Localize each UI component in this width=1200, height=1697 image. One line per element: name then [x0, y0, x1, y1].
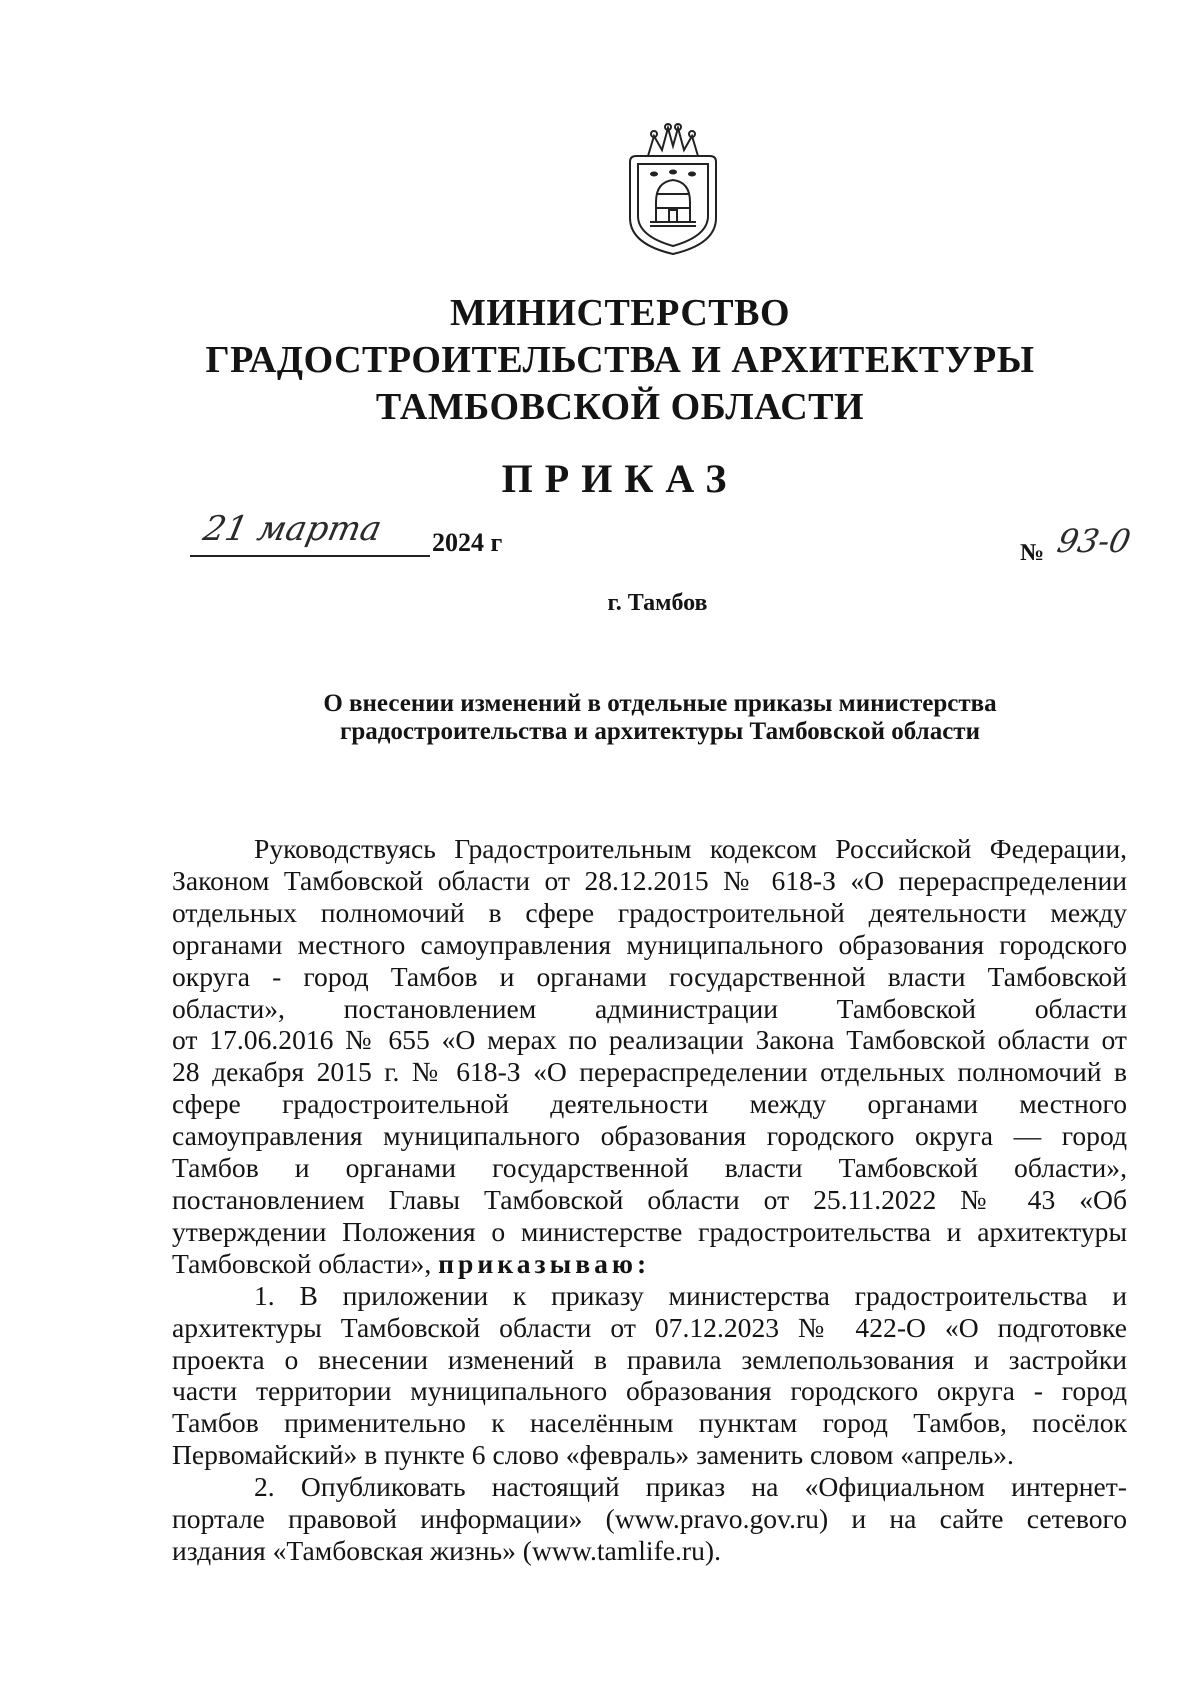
- handwritten-order-number: 93-0: [1053, 522, 1134, 560]
- date-underline: [190, 509, 430, 557]
- body-line-with-directive: [172, 1248, 1127, 1280]
- body-line: утверждении Положения о министерстве градостроительства и архитектуры: [172, 1215, 1127, 1247]
- tambov-coat-of-arms-icon: [618, 122, 728, 258]
- body-line: отдельных полномочий в сфере градостроительной деятельности между: [172, 896, 1127, 928]
- order-subject: [220, 690, 1100, 746]
- body-line: Тамбов и органами государственной власти Тамбовской области»,: [172, 1152, 1127, 1184]
- order-body: [172, 833, 1127, 1567]
- body-line: Законом Тамбовской области от 28.12.2015 № 618-З «О перераспределении: [172, 864, 1127, 896]
- ministry-line: ГРАДОСТРОИТЕЛЬСТВА И АРХИТЕКТУРЫ: [205, 339, 1035, 381]
- subject-line: О внесении изменений в отдельные приказы министерства: [323, 690, 997, 717]
- body-line: области», постановлением администрации Тамбовской области: [172, 992, 1127, 1024]
- handwritten-date: 21 марта: [199, 509, 386, 549]
- body-line: портале правовой информации» (www.pravo.gov.ru) и на сайте сетевого: [172, 1503, 1127, 1535]
- body-line: 2. Опубликовать настоящий приказ на «Официальном интернет-: [254, 1471, 1127, 1503]
- body-line: части территории муниципального образования городского округа - город: [172, 1375, 1127, 1407]
- directive-word: приказываю:: [438, 1247, 651, 1279]
- city-line: г. Тамбов: [607, 590, 708, 616]
- body-line: сфере градостроительной деятельности между органами местного: [172, 1088, 1127, 1120]
- ministry-line: МИНИСТЕРСТВО: [449, 292, 791, 334]
- order-title: ПРИКАЗ: [501, 456, 739, 501]
- body-line: издания «Тамбовская жизнь» (www.tamlife.ru).: [172, 1534, 722, 1566]
- body-line: 28 декабря 2015 г. № 618-З «О перераспределении отдельных полномочий в: [172, 1056, 1127, 1088]
- body-line: проекта о внесении изменений в правила землепользования и застройки: [172, 1343, 1127, 1375]
- body-line: Тамбов применительно к населённым пунктам город Тамбов, посёлок: [172, 1407, 1127, 1439]
- body-line: органами местного самоуправления муниципального образования городского: [172, 928, 1127, 960]
- body-line: Руководствуясь Градостроительным кодексом Российской Федерации,: [254, 833, 1127, 864]
- body-line: самоуправления муниципального образования городского округа — город: [172, 1120, 1127, 1152]
- ministry-line: ТАМБОВСКОЙ ОБЛАСТИ: [375, 386, 865, 428]
- date-year: 2024 г: [432, 528, 503, 557]
- order-number-label: №: [1020, 540, 1045, 566]
- body-line: архитектуры Тамбовской области от 07.12.2023 № 422-О «О подготовке: [172, 1311, 1127, 1343]
- body-line: постановлением Главы Тамбовской области от 25.11.2022 № 43 «Об: [172, 1183, 1127, 1215]
- subject-line: градостроительства и архитектуры Тамбовской области: [340, 718, 980, 745]
- body-line: округа - город Тамбов и органами государственной власти Тамбовской: [172, 960, 1127, 992]
- ministry-name: [200, 290, 1040, 431]
- body-line: от 17.06.2016 № 655 «О мерах по реализации Закона Тамбовской области от: [172, 1024, 1127, 1056]
- body-line: 1. В приложении к приказу министерства градостроительства и: [254, 1279, 1127, 1311]
- body-line-text: Тамбовской области»,: [172, 1247, 432, 1279]
- body-line: Первомайский» в пункте 6 слово «февраль» заменить словом «апрель».: [172, 1439, 1014, 1471]
